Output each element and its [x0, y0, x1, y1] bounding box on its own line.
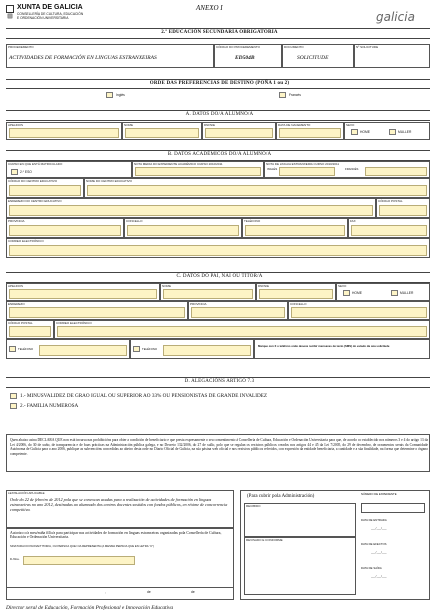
b-correo-field[interactable]	[9, 245, 427, 256]
a-dni-cell	[202, 122, 276, 140]
b-notamedia-cell	[132, 161, 264, 178]
b-cp-field[interactable]	[379, 205, 427, 216]
b-codcentro-field[interactable]	[9, 185, 81, 196]
signature-line	[7, 587, 233, 588]
admin-box	[240, 490, 430, 600]
c-sms-note: Marque cun X o teléfono onde desexe recibir mensaxes de texto (SMS) do estado da súa solicitude	[258, 344, 390, 348]
data-efectos-value: ___/___/___	[371, 550, 387, 554]
c-telefono-field[interactable]	[39, 345, 127, 356]
c-telefono-sms-checkbox[interactable]	[9, 346, 16, 352]
numero-expediente-label: NÚMERO DE EXPEDIENTE	[361, 492, 397, 496]
nsolicitude-label: Nº SOLICITUDE	[356, 45, 379, 49]
b-correo-cell	[6, 238, 430, 258]
data-saida-label: DATA DE SAÍDA	[361, 566, 382, 570]
declaration-box	[6, 434, 430, 472]
shield-icon	[7, 13, 13, 19]
b-curso-value: 2.º ESO	[20, 170, 32, 174]
c-correo-field[interactable]	[57, 326, 427, 337]
a-muller-checkbox[interactable]	[389, 129, 396, 135]
data-entrada-label: DATA DE ENTRADA	[361, 518, 387, 522]
c-telefono2-cell	[130, 339, 254, 359]
recibido-label: RECIBIDO	[246, 504, 261, 508]
sect-d-rule-top	[6, 377, 430, 378]
a-nome-cell	[122, 122, 202, 140]
authorization-text: Autorizo o/a meu/miña fillo/a para participar nas actividades de formación en linguas estranxeiras organizadas pola Consellería de Cultura, Educación e Ordenación Universitaria.	[10, 531, 222, 540]
b-concello-cell	[124, 218, 242, 238]
b-concello-field[interactable]	[127, 225, 239, 236]
preferences-title: ORDE DAS PREFERENCIAS DE DESTINO (POÑA 1 ou 2)	[149, 81, 290, 86]
declaration-text: Quen abaixo asina DECLARA QUE non está incursa nas prohibicións para obter a condición de beneficiario e que presta expresamente o seu consentimento á Consellería de Cultura, Educación e Ordenación Universitaria para que, de acordo co establecido nos números 3 e 4 do artigo 13 da Lei 4/2006, do 30 de xuño, de transparencia e de boas prácticas na Administración pública galega, e no Decreto 132/2006, do 27 de xullo, polo que se regulan os rexistros públicos creados nos artigos 44 e 45 da Lei 7/2005, do 29 de decembro, de orzamentos xerais da Comunidade Autónoma de Galicia para o ano 2006, publique as subvencións concedidas ao abeiro desta orde no Diario Oficial de Galicia, na súa páxina web oficial e nos rexistros públicos referidos, con expresión da entidade beneficiaria, a cantidade e a súa finalidade, na forma que determine o órgano competente.	[10, 438, 428, 456]
c-provincia-cell	[188, 301, 288, 320]
footer-text: Director xeral de Educación, Formación Profesional e Innovación Educativa	[6, 605, 174, 611]
a-nacemento-field[interactable]	[279, 128, 341, 138]
pref-rule-top	[6, 79, 430, 80]
b-enderezo-label: ENDEREZO DO CENTRO EDUCATIVO	[8, 199, 62, 203]
lexislacion-text: Orde do 22 de febreiro de 2012 pola que se convocan axudas para a realización de actividades de formación en linguas estranxeiras no ano 2012, destinadas ao alumnado dos centros docentes sostidos con fondos públicos, en réxime de concorrencia competitiva.	[10, 497, 228, 512]
c-dni-cell	[256, 283, 336, 301]
date-de-1: de	[147, 590, 151, 594]
a-home-label: HOME	[360, 130, 370, 134]
data-entrada-value: ___/___/___	[371, 526, 387, 530]
a-home-checkbox[interactable]	[351, 129, 358, 135]
procedemento-label: PROCEDEMENTO	[8, 45, 34, 49]
c-concello-field[interactable]	[291, 307, 427, 318]
admin-box-title: (Para cubrir pola Administración)	[247, 494, 315, 499]
sect-a-rule-bottom	[6, 120, 430, 121]
a-nome-label: NOME	[124, 123, 133, 127]
c-telefono-label: TELÉFONO	[18, 347, 34, 351]
galicia-logo: galicia	[376, 10, 415, 24]
c-cp-label: CÓDIGO POSTAL	[8, 321, 33, 325]
recibido-box	[244, 503, 356, 537]
a-sexo-label: SEXO	[346, 123, 355, 127]
pref-ingles-box[interactable]	[106, 92, 113, 98]
b-telefono-label: TELÉFONO	[244, 219, 261, 223]
date-de-2: de	[191, 590, 195, 594]
codigo-value: ED504B	[235, 55, 255, 61]
b-enderezo-cell	[6, 198, 376, 218]
proc-cell-nsolicitude	[354, 44, 430, 68]
c-telefono2-sms-checkbox[interactable]	[133, 346, 140, 352]
c-correo-label: CORREO ELECTRÓNICO	[56, 321, 92, 325]
c-provincia-label: PROVINCIA	[190, 302, 207, 306]
b-fax-field[interactable]	[351, 225, 427, 236]
section-c-title: C. DATOS DO PAI, NAI OU TITOR/A	[176, 274, 263, 279]
b-ingles-field[interactable]	[279, 167, 335, 176]
b-telefono-cell	[242, 218, 348, 238]
b-concello-label: CONCELLO	[126, 219, 143, 223]
sect-a-rule-top	[6, 110, 430, 111]
lexislacion-box	[6, 490, 234, 528]
c-concello-cell	[288, 301, 430, 320]
c-apelidos-cell	[6, 283, 160, 301]
b-cp-cell	[376, 198, 430, 218]
c-telefono-cell	[6, 339, 130, 359]
c-telefono2-field[interactable]	[163, 345, 251, 356]
c-cp-cell	[6, 320, 54, 339]
b-notamedia-field[interactable]	[135, 167, 261, 176]
b-provincia-field[interactable]	[9, 225, 121, 236]
xunta-title: XUNTA DE GALICIA	[17, 4, 83, 11]
xunta-logo	[6, 5, 14, 13]
c-correo-cell	[54, 320, 430, 339]
b-fax-label: FAX	[350, 219, 356, 223]
c-telefono2-label: TELÉFONO	[142, 347, 158, 351]
date-comma: ,	[105, 590, 106, 594]
lexislacion-label: LEXISLACIÓN APLICABLE	[8, 491, 45, 495]
procedemento-value: ACTIVIDADES DE FORMACIÓN EN LINGUAS ESTRANXEIRAS	[9, 55, 157, 61]
c-dni-label: DNI/NIE	[258, 284, 270, 288]
d-item2-label: 2.- FAMILIA NUMEROSA	[20, 403, 79, 409]
authorization-dona-label: D./Dna.	[10, 557, 20, 561]
pref-frances-box[interactable]	[279, 92, 286, 98]
c-enderezo-cell	[6, 301, 188, 320]
c-enderezo-label: ENDEREZO	[8, 302, 25, 306]
a-nacemento-label: DATA DE NACEMENTO	[278, 123, 311, 127]
c-sexo-cell	[336, 283, 430, 301]
b-curso-checkbox[interactable]	[11, 169, 18, 175]
c-muller-label: MULLER	[400, 291, 414, 295]
b-frances-label: FRANCÉS	[345, 167, 359, 171]
pref-ingles-label: Inglés	[116, 93, 125, 97]
b-nomecentro-cell	[84, 178, 430, 198]
authorization-sinatura-label: SINATURA DO PAI/NAI/TITOR/A, OU PERSOA QUE/ OA REPRESENTA (A MESMA PERSOA QUE EN LETRA “C”)	[10, 544, 155, 548]
section-b-title: B. DATOS ACADÉMICOS DO/A ALUMNO/A	[167, 152, 272, 157]
title-rule	[6, 38, 430, 39]
section-d-title: D. ALEGACIÓNS ARTIGO 7.3	[184, 379, 255, 384]
c-muller-checkbox[interactable]	[391, 290, 398, 296]
d-item1-checkbox[interactable]	[10, 393, 17, 399]
b-notalingua-cell	[264, 161, 430, 178]
c-nome-cell	[160, 283, 256, 301]
expediente-box-line	[361, 503, 425, 513]
pref-frances-label: Francés	[289, 93, 301, 97]
a-nome-field[interactable]	[125, 128, 199, 138]
data-saida-value: ___/___/___	[371, 574, 387, 578]
expediente-box	[359, 487, 429, 599]
b-telefono-field[interactable]	[245, 225, 345, 236]
b-notalingua-label: NOTA DE LINGUA ESTRANXEIRA CURSO 2010/2011	[266, 162, 340, 166]
revisado-box	[244, 537, 356, 595]
a-nacemento-cell	[276, 122, 344, 140]
b-codcentro-label: CÓDIGO DO CENTRO EDUCATIVO	[8, 179, 58, 183]
consellaria-line2: E ORDENACIÓN UNIVERSITARIA	[17, 16, 69, 20]
b-curso-cell	[6, 161, 132, 178]
c-sms-note-cell	[254, 339, 430, 359]
c-enderezo-field[interactable]	[9, 307, 185, 318]
a-sexo-cell	[344, 122, 430, 140]
c-cp-field[interactable]	[9, 326, 51, 337]
codigo-label: CÓDIGO DO PROCEDEMENTO	[216, 45, 260, 49]
c-nome-label: NOME	[162, 284, 171, 288]
b-codcentro-cell	[6, 178, 84, 198]
d-item1-label: 1.- MINUSVALIDEZ DE GRAO IGUAL OU SUPERIOR AO 33% OU PENSIONISTAS DE GRANDE INVALIDEZ	[20, 393, 268, 399]
c-home-label: HOME	[352, 291, 362, 295]
authorization-box	[6, 528, 234, 600]
sect-b-rule-top	[6, 150, 430, 151]
authorization-dona-field[interactable]	[23, 556, 135, 565]
pref-rule-bottom	[6, 88, 430, 89]
a-apelidos-label: APELIDOS	[8, 123, 24, 127]
c-dni-field[interactable]	[259, 289, 333, 299]
b-notamedia-label: NOTA MEDIA DO EXPEDIENTE ACADÉMICO CURSO 2010/2011	[134, 162, 223, 166]
b-provincia-label: PROVINCIA	[8, 219, 25, 223]
documento-value: SOLICITUDE	[297, 55, 329, 61]
a-apelidos-field[interactable]	[9, 128, 119, 138]
form-title: 2.º EDUCACIÓN SECUNDARIA OBRIGATORIA	[161, 30, 278, 35]
b-nomecentro-label: NOME DO CENTRO EDUCATIVO	[86, 179, 132, 183]
b-enderezo-field[interactable]	[9, 205, 373, 216]
annex-label: ANEXO I	[196, 4, 223, 12]
b-ingles-label: INGLÉS	[267, 167, 278, 171]
a-apelidos-cell	[6, 122, 122, 140]
b-correo-label: CORREO ELECTRÓNICO	[8, 239, 44, 243]
d-item2-checkbox[interactable]	[10, 403, 17, 409]
proc-cell-documento	[282, 44, 354, 68]
section-a-title: A. DATOS DO/A ALUMNO/A	[185, 112, 254, 117]
consellaria-line1: CONSELLERÍA DE CULTURA, EDUCACIÓN	[17, 12, 84, 16]
c-nome-field[interactable]	[163, 289, 253, 299]
header-rule	[6, 28, 430, 29]
a-dni-label: DNI/NIE	[204, 123, 216, 127]
b-fax-cell	[348, 218, 430, 238]
b-curso-label: CURSO EN QUE ESTÁ MATRICULADO	[8, 162, 63, 166]
data-efectos-label: DATA DE EFECTOS	[361, 542, 387, 546]
proc-cell-procedemento	[6, 44, 214, 68]
c-concello-label: CONCELLO	[290, 302, 307, 306]
sect-c-rule-top	[6, 272, 430, 273]
a-muller-label: MULLER	[398, 130, 412, 134]
revisado-label: REVISADO E CONFORME	[246, 538, 283, 542]
c-apelidos-field[interactable]	[9, 289, 157, 299]
sect-d-rule-bottom	[6, 387, 430, 388]
c-apelidos-label: APELIDOS	[8, 284, 24, 288]
documento-label: DOCUMENTO	[284, 45, 304, 49]
proc-cell-codigo	[214, 44, 282, 68]
b-cp-label: CÓDIGO POSTAL	[378, 199, 403, 203]
c-provincia-field[interactable]	[191, 307, 285, 318]
c-sexo-label: SEXO	[338, 284, 347, 288]
c-home-checkbox[interactable]	[343, 290, 350, 296]
b-provincia-cell	[6, 218, 124, 238]
b-frances-field[interactable]	[365, 167, 427, 176]
a-dni-field[interactable]	[205, 128, 273, 138]
b-nomecentro-field[interactable]	[87, 185, 427, 196]
